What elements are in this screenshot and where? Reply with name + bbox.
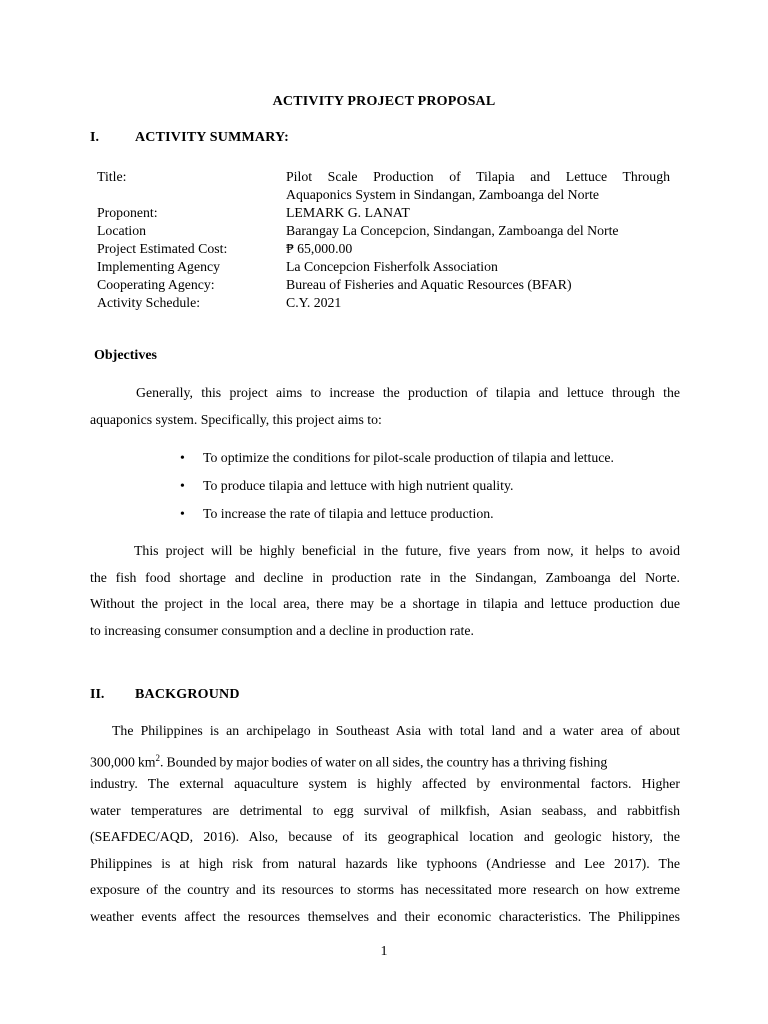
paragraph-line: water temperatures are detrimental to egg survival of milkfish, Asian seabass, and rabbitfish	[90, 802, 680, 818]
objectives-benefit-paragraph	[90, 538, 680, 644]
summary-value: Aquaponics System in Sindangan, Zamboanga del Norte	[286, 187, 600, 202]
section-heading-activity-summary: ACTIVITY SUMMARY:	[135, 130, 289, 145]
paragraph-line: Without the project in the local area, there may be a shortage in tilapia and lettuce production due	[90, 596, 680, 611]
paragraph-line: the fish food shortage and decline in production rate in the Sindangan, Zamboanga del Norte.	[90, 569, 680, 585]
bullet-icon: •	[180, 506, 185, 521]
bullet-icon: •	[180, 478, 185, 493]
section-heading-background: BACKGROUND	[135, 687, 240, 702]
bullet-text: To increase the rate of tilapia and lettuce production.	[203, 506, 494, 521]
summary-label: Implementing Agency	[97, 259, 220, 274]
summary-value: ₱ 65,000.00	[286, 241, 353, 256]
summary-label: Cooperating Agency:	[97, 277, 215, 292]
area-value: 300,000 km	[90, 754, 156, 770]
paragraph-line: Generally, this project aims to increase the production of tilapia and lettuce through the	[136, 385, 680, 400]
summary-label: Location	[97, 223, 147, 238]
line-continuation: . Bounded by major bodies of water on all sides, the country has a thriving fishing	[160, 754, 608, 770]
summary-label: Activity Schedule:	[97, 295, 201, 310]
paragraph-line	[90, 745, 680, 772]
summary-label: Project Estimated Cost:	[97, 241, 228, 256]
page-number: 1	[380, 944, 388, 959]
paragraph-line: exposure of the country and its resources to storms has necessitated more research on how extreme	[90, 882, 680, 897]
paragraph-line: aquaponics system. Specifically, this project aims to:	[90, 411, 382, 427]
objectives-intro-paragraph	[90, 380, 680, 433]
bullet-text: To optimize the conditions for pilot-scale production of tilapia and lettuce.	[203, 450, 614, 465]
bullet-text: To produce tilapia and lettuce with high nutrient quality.	[203, 478, 514, 493]
summary-value: Barangay La Concepcion, Sindangan, Zamboanga del Norte	[286, 223, 619, 238]
background-paragraph	[90, 718, 680, 930]
paragraph-line: This project will be highly beneficial in the future, five years from now, it helps to avoid	[134, 543, 680, 558]
paragraph-line: weather events affect the resources themselves and their economic characteristics. The Philippines	[90, 908, 680, 924]
summary-label: Proponent:	[97, 205, 158, 220]
paragraph-line: to increasing consumer consumption and a decline in production rate.	[90, 622, 474, 638]
paragraph-line: industry. The external aquaculture system is highly affected by environmental factors. Higher	[90, 776, 680, 791]
document-title: ACTIVITY PROJECT PROPOSAL	[272, 94, 496, 109]
summary-value: La Concepcion Fisherfolk Association	[286, 259, 498, 274]
bullet-icon: •	[180, 450, 185, 465]
paragraph-line: Philippines is at high risk from natural hazards like typhoons (Andriesse and Lee 2017). The	[90, 855, 680, 871]
summary-value: Bureau of Fisheries and Aquatic Resources (BFAR)	[286, 277, 572, 292]
paragraph-line: (SEAFDEC/AQD, 2016). Also, because of its geographical location and geologic history, the	[90, 829, 680, 844]
paragraph-line: The Philippines is an archipelago in Southeast Asia with total land and a water area of about	[112, 723, 680, 738]
summary-value: Pilot Scale Production of Tilapia and Lettuce Through	[286, 169, 670, 184]
section-number-2: II.	[90, 687, 105, 702]
objectives-heading: Objectives	[94, 348, 157, 363]
summary-value: LEMARK G. LANAT	[286, 205, 410, 220]
superscript: 2	[155, 752, 161, 763]
summary-label: Title:	[97, 169, 127, 184]
summary-value: C.Y. 2021	[286, 295, 342, 310]
section-number-1: I.	[90, 130, 99, 145]
